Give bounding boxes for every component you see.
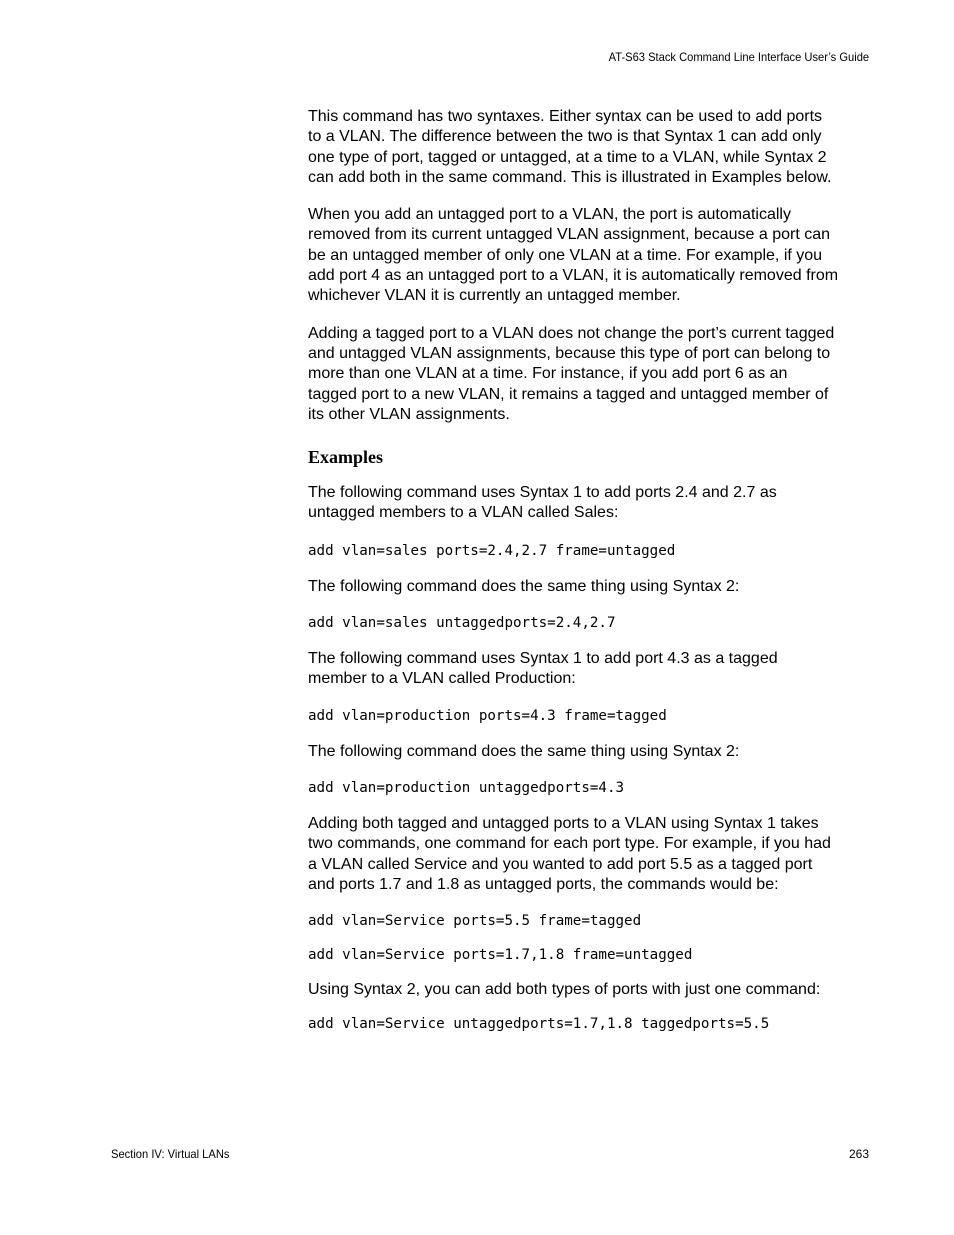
- text-line: When you add an untagged port to a VLAN, the port is automatically: [308, 206, 791, 224]
- text-line: member to a VLAN called Production:: [308, 670, 576, 688]
- intro-paragraph-1: [308, 107, 874, 188]
- text-line: one type of port, tagged or untagged, at a time to a VLAN, while Syntax 2: [308, 148, 827, 166]
- intro-paragraph-3: [308, 324, 874, 425]
- example-2-text: [308, 577, 874, 597]
- text-line: tagged port to a new VLAN, it remains a tagged and untagged member of: [308, 385, 829, 403]
- text-line: The following command does the same thing using Syntax 2:: [308, 742, 740, 760]
- example-4-code: add vlan=production untaggedports=4.3: [308, 779, 625, 796]
- text-line: add port 4 as an untagged port to a VLAN, it is automatically removed from: [308, 267, 839, 285]
- text-line: and untagged VLAN assignments, because this type of port can belong to: [308, 344, 831, 362]
- document-body: [308, 107, 874, 1034]
- example-6-text: [308, 980, 874, 1000]
- example-2-code: add vlan=sales untaggedports=2.4,2.7: [308, 615, 616, 632]
- text-line: The following command does the same thing using Syntax 2:: [308, 577, 740, 595]
- text-line: and ports 1.7 and 1.8 as untagged ports, the commands would be:: [308, 875, 779, 893]
- text-line: removed from its current untagged VLAN assignment, because a port can: [308, 226, 831, 244]
- example-5-code-untagged: add vlan=Service ports=1.7,1.8 frame=untagged: [308, 947, 693, 964]
- example-3-code: add vlan=production ports=4.3 frame=tagged: [308, 707, 667, 724]
- text-line: This command has two syntaxes. Either syntax can be used to add ports: [308, 108, 823, 125]
- text-line: a VLAN called Service and you wanted to add port 5.5 as a tagged port: [308, 855, 813, 873]
- examples-heading: Examples: [308, 447, 384, 468]
- text-line: be an untagged member of only one VLAN at a time. For example, if you: [308, 246, 823, 264]
- text-line: can add both in the same command. This is illustrated in Examples below.: [308, 168, 832, 186]
- text-line: two commands, one command for each port type. For example, if you had: [308, 835, 831, 853]
- text-line: Adding a tagged port to a VLAN does not change the port’s current tagged: [308, 324, 835, 342]
- running-header-title: AT-S63 Stack Command Line Interface User’s Guide: [608, 50, 869, 64]
- text-line: more than one VLAN at a time. For instance, if you add port 6 as an: [308, 365, 788, 383]
- text-line: its other VLAN assignments.: [308, 405, 510, 423]
- text-line: The following command uses Syntax 1 to add ports 2.4 and 2.7 as: [308, 484, 777, 502]
- text-line: The following command uses Syntax 1 to add port 4.3 as a tagged: [308, 650, 778, 668]
- intro-paragraph-2: [308, 205, 874, 306]
- example-5-text: [308, 814, 874, 895]
- footer-section-title: Section IV: Virtual LANs: [111, 1147, 230, 1161]
- example-3-text: [308, 649, 874, 690]
- example-5-code-tagged: add vlan=Service ports=5.5 frame=tagged: [308, 913, 642, 930]
- example-1-code: add vlan=sales ports=2.4,2.7 frame=untagged: [308, 542, 676, 559]
- example-6-code: add vlan=Service untaggedports=1.7,1.8 taggedports=5.5: [308, 1016, 770, 1033]
- example-4-text: [308, 742, 874, 762]
- text-line: to a VLAN. The difference between the two is that Syntax 1 can add only: [308, 128, 822, 146]
- text-line: whichever VLAN it is currently an untagged member.: [308, 287, 681, 305]
- footer-page-number: 263: [848, 1147, 869, 1161]
- text-line: Using Syntax 2, you can add both types of ports with just one command:: [308, 981, 821, 999]
- text-line: untagged members to a VLAN called Sales:: [308, 504, 619, 522]
- example-1-text: [308, 483, 874, 524]
- text-line: Adding both tagged and untagged ports to a VLAN using Syntax 1 takes: [308, 814, 819, 832]
